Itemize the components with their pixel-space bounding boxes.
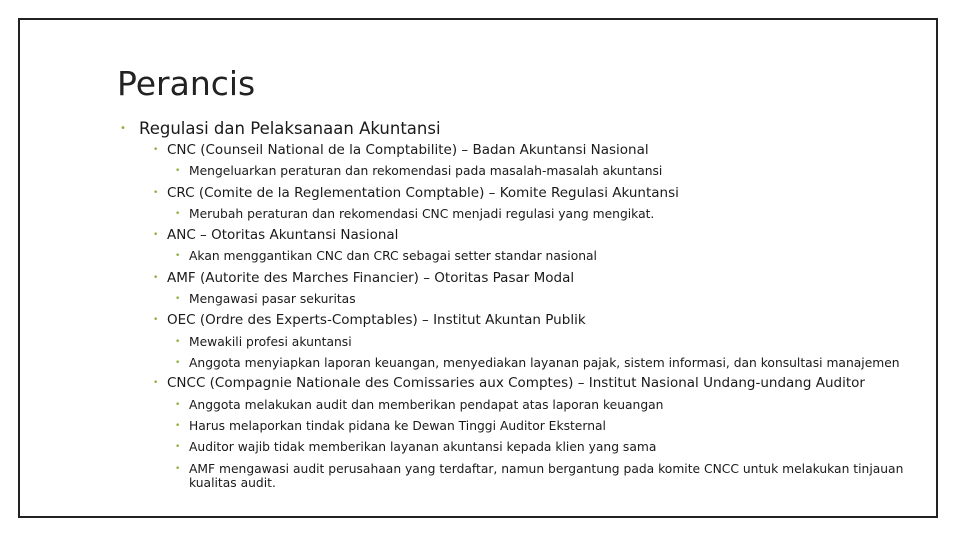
list-item xyxy=(153,225,920,246)
sub-list-item-text: Mewakili profesi akuntansi xyxy=(189,334,352,349)
sub-list-item xyxy=(175,395,920,416)
bullet-icon: • xyxy=(153,315,159,326)
bullet-icon: • xyxy=(175,399,181,410)
list-item xyxy=(153,140,920,161)
bullet-icon: • xyxy=(175,208,181,219)
slide-content xyxy=(120,118,920,494)
list-item xyxy=(153,268,920,289)
list-item xyxy=(153,183,920,204)
bullet-icon: • xyxy=(175,294,181,305)
sub-list-item xyxy=(175,353,920,374)
main-heading xyxy=(120,118,920,140)
sub-list-item xyxy=(175,246,920,267)
list-item-label: AMF (Autorite des Marches Financier) – Otoritas Pasar Modal xyxy=(167,269,575,286)
sub-list-item-text: Auditor wajib tidak memberikan layanan akuntansi kepada klien yang sama xyxy=(189,440,657,455)
sub-list-item xyxy=(175,289,920,310)
sub-list-item xyxy=(175,332,920,353)
bullet-icon: • xyxy=(175,463,181,474)
bullet-icon: • xyxy=(120,123,126,134)
list-item-label: CNCC (Compagnie Nationale des Comissaries aux Comptes) – Institut Nasional Undang-undang Auditor xyxy=(167,375,865,392)
sub-list-item-text: Anggota menyiapkan laporan keuangan, menyediakan layanan pajak, sistem informasi, dan konsultasi manajemen xyxy=(189,355,900,370)
sub-list-item xyxy=(175,204,920,225)
bullet-icon: • xyxy=(153,272,159,283)
bullet-icon: • xyxy=(175,336,181,347)
sub-list-item xyxy=(175,416,920,437)
sub-list-item xyxy=(175,437,920,458)
bullet-icon: • xyxy=(175,442,181,453)
main-heading-text: Regulasi dan Pelaksanaan Akuntansi xyxy=(139,119,441,138)
list-item-label: ANC – Otoritas Akuntansi Nasional xyxy=(167,227,399,244)
sub-list-item xyxy=(175,161,920,182)
bullet-icon: • xyxy=(153,187,159,198)
sub-list-item-text: Mengawasi pasar sekuritas xyxy=(189,292,356,307)
sub-list-item-text: Mengeluarkan peraturan dan rekomendasi pada masalah-masalah akuntansi xyxy=(189,164,663,179)
sub-list-item xyxy=(175,459,920,494)
slide-title: Perancis xyxy=(117,64,256,103)
list-item xyxy=(153,373,920,394)
list-item-label: OEC (Ordre des Experts-Comptables) – Institut Akuntan Publik xyxy=(167,312,586,329)
list-item-label: CNC (Counseil National de la Comptabilite) – Badan Akuntansi Nasional xyxy=(167,142,649,158)
sub-list-item-text: Harus melaporkan tindak pidana ke Dewan Tinggi Auditor Eksternal xyxy=(189,419,606,434)
bullet-icon: • xyxy=(153,378,159,389)
bullet-icon: • xyxy=(175,421,181,432)
sub-list-item-text: AMF mengawasi audit perusahaan yang terdaftar, namun bergantung pada komite CNCC untuk melakukan tinjauan kualitas audit. xyxy=(189,461,904,491)
bullet-icon: • xyxy=(175,357,181,368)
sub-list-item-text: Akan menggantikan CNC dan CRC sebagai setter standar nasional xyxy=(189,249,597,264)
bullet-icon: • xyxy=(175,166,181,177)
bullet-icon: • xyxy=(153,230,159,241)
list-item xyxy=(153,310,920,331)
list-item-label: CRC (Comite de la Reglementation Comptable) – Komite Regulasi Akuntansi xyxy=(167,184,679,201)
sub-list-item-text: Merubah peraturan dan rekomendasi CNC menjadi regulasi yang mengikat. xyxy=(189,206,655,221)
bullet-icon: • xyxy=(153,145,159,155)
bullet-icon: • xyxy=(175,251,181,262)
slide-frame xyxy=(18,18,938,518)
sub-list-item-text: Anggota melakukan audit dan memberikan pendapat atas laporan keuangan xyxy=(189,397,664,412)
